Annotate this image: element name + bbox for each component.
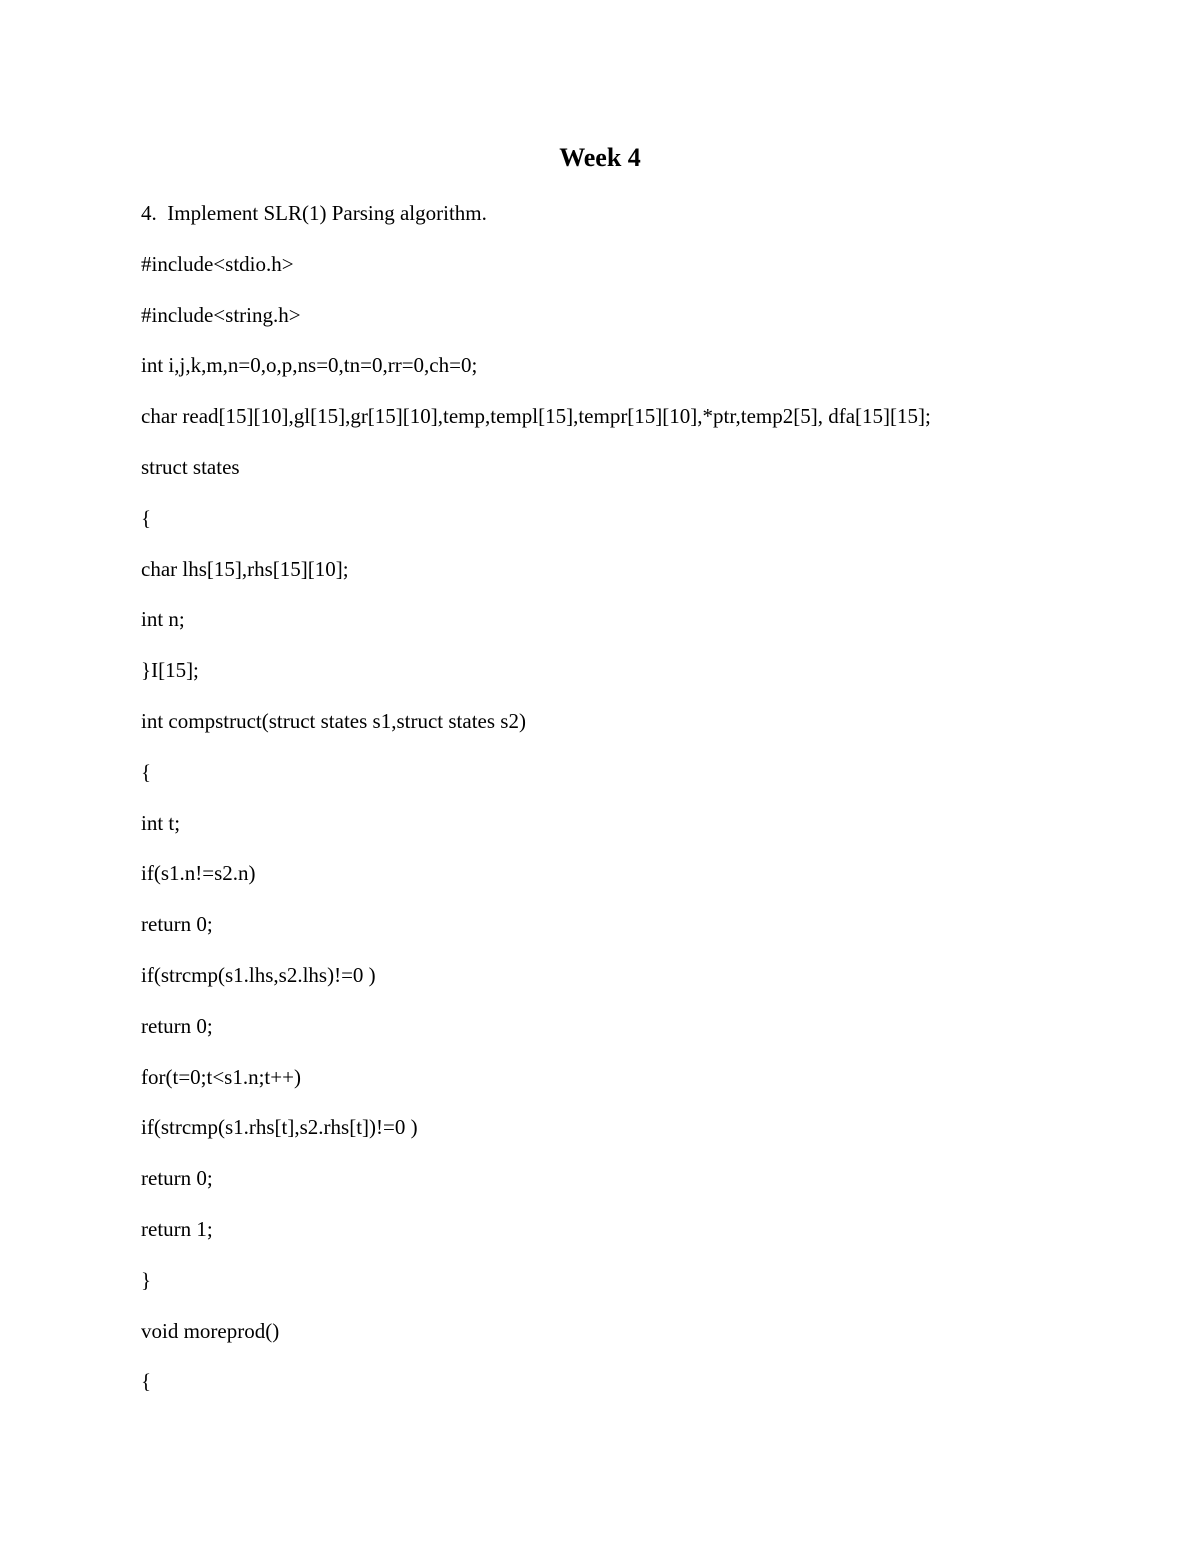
code-line: struct states <box>141 454 240 479</box>
code-line: } <box>141 1267 152 1292</box>
code-line: }I[15]; <box>141 658 199 683</box>
code-line: { <box>141 1369 152 1394</box>
code-line: return 0; <box>141 1166 213 1191</box>
code-line: if(strcmp(s1.rhs[t],s2.rhs[t])!=0 ) <box>141 1115 418 1140</box>
code-line: if(strcmp(s1.lhs,s2.lhs)!=0 ) <box>141 962 376 987</box>
code-line: { <box>141 505 152 530</box>
code-line: #include<string.h> <box>141 302 301 327</box>
code-line: int i,j,k,m,n=0,o,p,ns=0,tn=0,rr=0,ch=0; <box>141 353 478 378</box>
code-line: char read[15][10],gl[15],gr[15][10],temp,templ[15],tempr[15][10],*ptr,temp2[5], dfa[15][15]; <box>141 404 931 429</box>
code-line: int n; <box>141 607 185 632</box>
code-line: return 0; <box>141 1013 213 1038</box>
code-line: if(s1.n!=s2.n) <box>141 861 256 886</box>
code-line: int compstruct(struct states s1,struct states s2) <box>141 708 526 733</box>
code-line: return 0; <box>141 912 213 937</box>
code-line: void moreprod() <box>141 1318 280 1343</box>
code-line: for(t=0;t<s1.n;t++) <box>141 1064 301 1089</box>
code-line: int t; <box>141 810 181 835</box>
page-title: Week 4 <box>559 143 641 172</box>
code-line: char lhs[15],rhs[15][10]; <box>141 556 349 581</box>
code-line: { <box>141 759 152 784</box>
code-listing <box>141 196 1141 1415</box>
code-line: #include<stdio.h> <box>141 251 294 276</box>
text-line: 4. Implement SLR(1) Parsing algorithm. <box>141 201 487 225</box>
code-line: return 1; <box>141 1216 213 1241</box>
